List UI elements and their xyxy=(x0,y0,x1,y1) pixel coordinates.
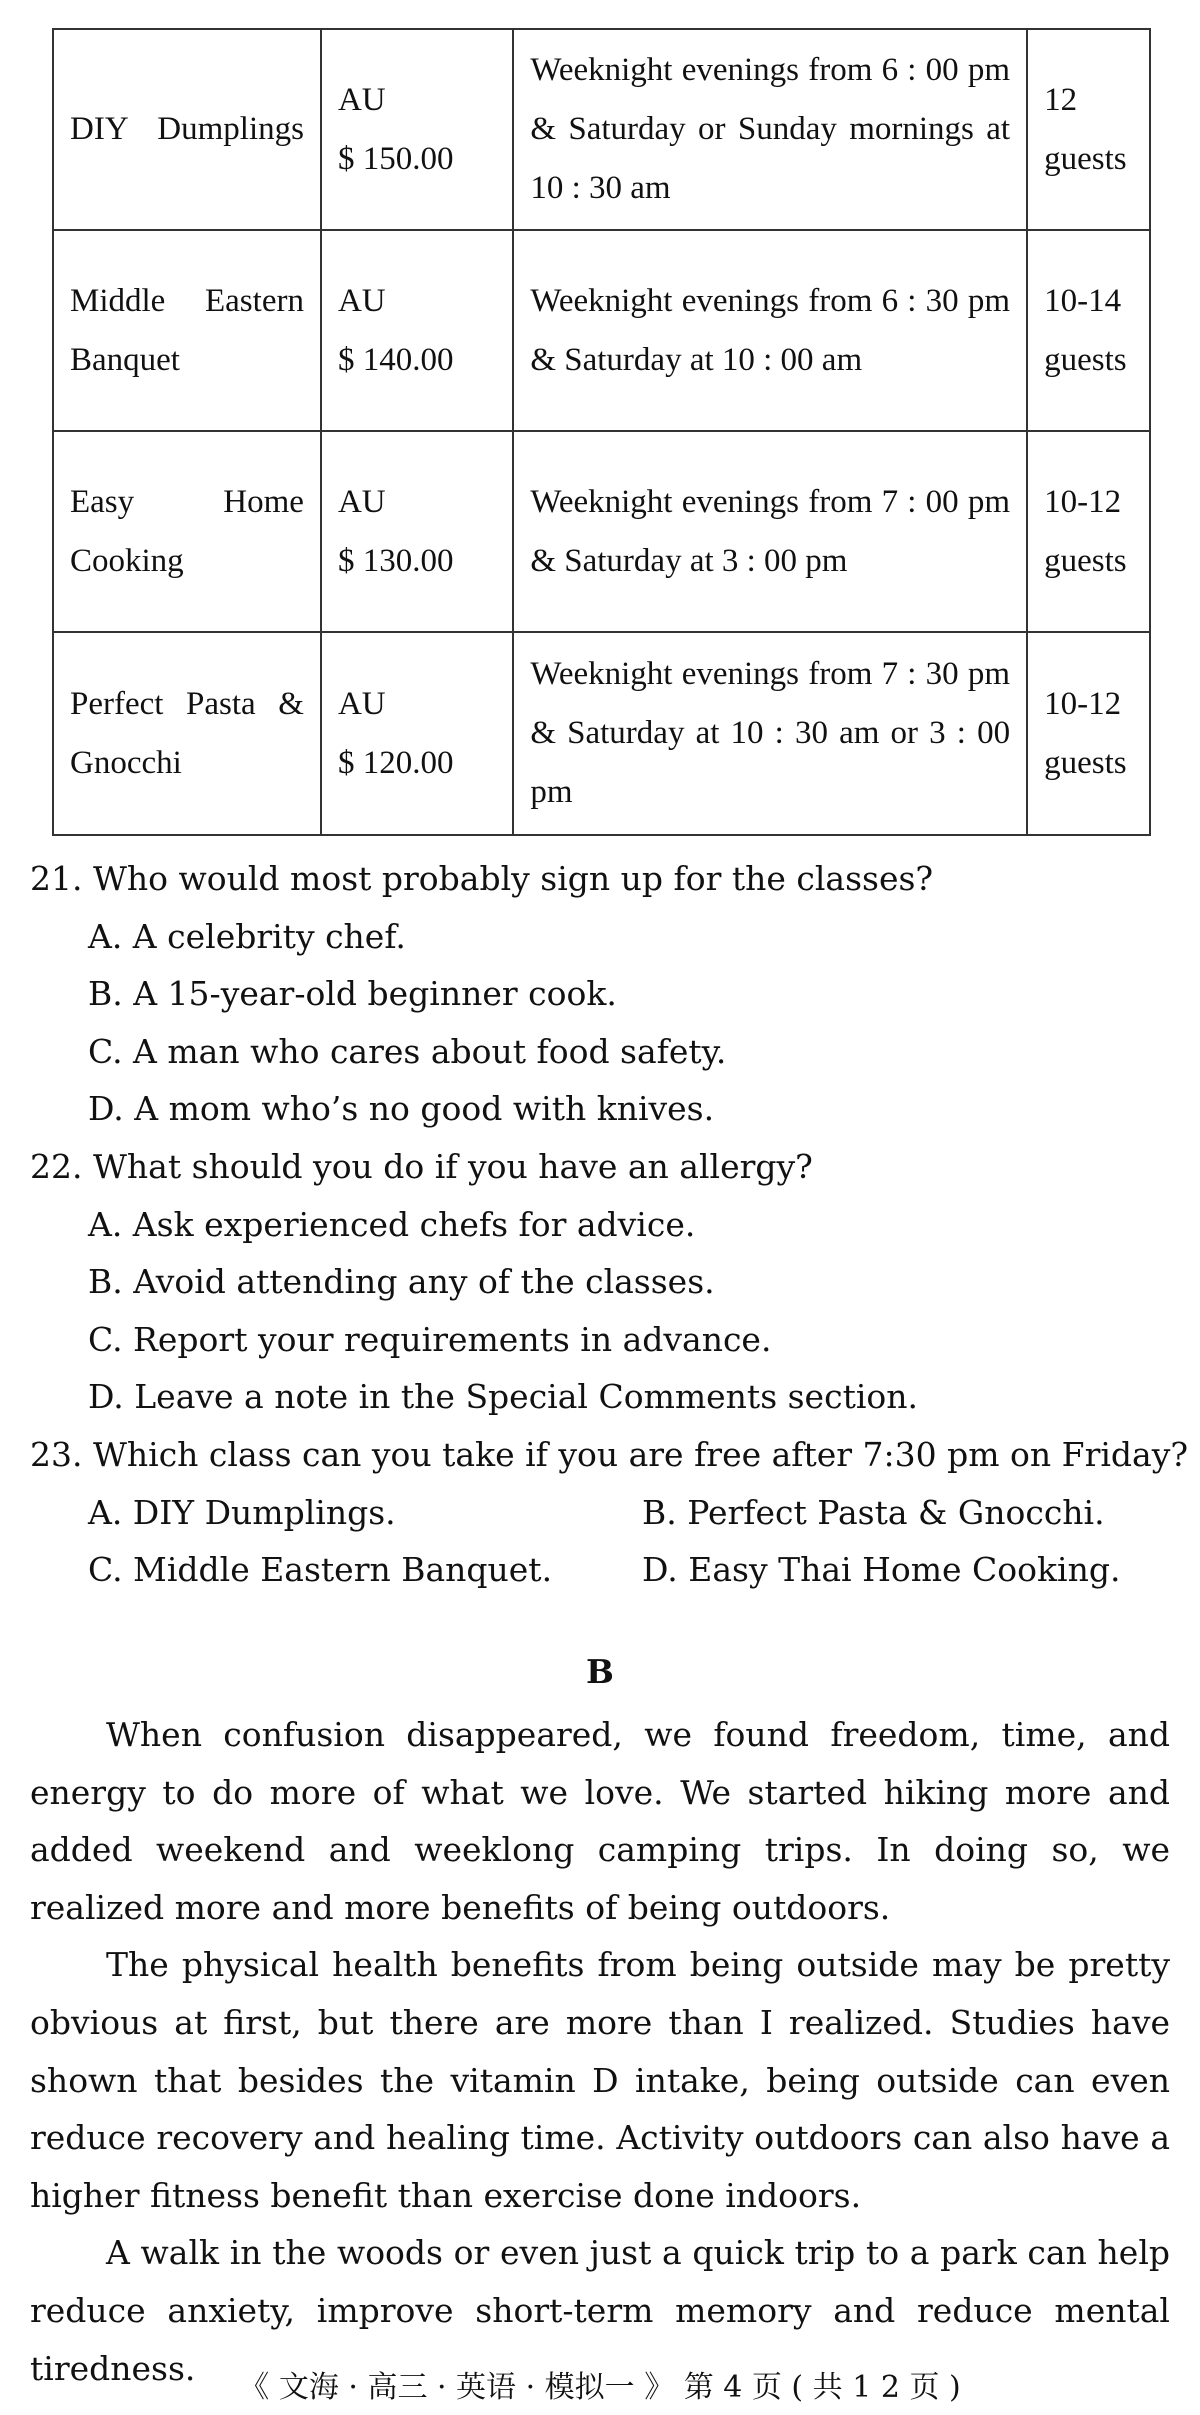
table-row xyxy=(53,431,1150,632)
guests-count: 10-12 xyxy=(1044,483,1122,520)
class-guests-cell xyxy=(1027,431,1150,632)
cooking-class-table xyxy=(52,28,1151,836)
price-value: $ 150.00 xyxy=(337,140,454,177)
questions-section xyxy=(30,850,1189,1599)
guests-count: 10-14 xyxy=(1044,282,1122,319)
price-currency: AU xyxy=(337,81,386,118)
class-price-cell xyxy=(321,431,513,632)
guests-label: guests xyxy=(1044,542,1127,579)
option-b: B. Perfect Pasta & Gnocchi. xyxy=(642,1492,1105,1532)
passage-paragraph: The physical health benefits from being outside may be pretty obvious at first, but there are more than I realized. Studies have shown that besides the vitamin D intake, being outside can even reduce recovery and healing time. Activity outdoors can also have a higher fitness benefit than exercise done indoors. xyxy=(30,1945,1170,2215)
table-row xyxy=(53,632,1150,835)
guests-count: 10-12 xyxy=(1044,685,1122,722)
table-row xyxy=(53,29,1150,230)
price-currency: AU xyxy=(337,282,386,319)
option-a: A. Ask experienced chefs for advice. xyxy=(88,1204,696,1244)
section-heading: B xyxy=(586,1652,614,1691)
class-name-cell: DIY Dumplings xyxy=(53,29,321,230)
question-stem: 23. Which class can you take if you are free after 7:30 pm on Friday? xyxy=(30,1434,1189,1474)
passage-paragraph: A walk in the woods or even just a quick trip to a park can help reduce anxiety, improve short-term memory and reduce mental tiredness. xyxy=(30,2233,1170,2388)
price-currency: AU xyxy=(337,685,386,722)
class-name-cell: Perfect Pasta & Gnocchi xyxy=(53,632,321,835)
option-a: A. DIY Dumplings. xyxy=(88,1492,396,1532)
option-a: A. A celebrity chef. xyxy=(88,916,406,956)
class-guests-cell xyxy=(1027,632,1150,835)
class-price-cell xyxy=(321,632,513,835)
guests-label: guests xyxy=(1044,341,1127,378)
question-21 xyxy=(30,850,1170,1138)
option-c: C. Report your requirements in advance. xyxy=(88,1319,772,1359)
question-23 xyxy=(30,1426,1189,1599)
question-stem: 22. What should you do if you have an allergy? xyxy=(30,1146,813,1186)
class-time-cell: Weeknight evenings from 7 : 30 pm & Saturday at 10 : 30 am or 3 : 00 pm xyxy=(513,632,1027,835)
guests-label: guests xyxy=(1044,744,1127,781)
option-c: C. Middle Eastern Banquet. xyxy=(88,1550,553,1590)
class-time-cell: Weeknight evenings from 7 : 00 pm & Saturday at 3 : 00 pm xyxy=(513,431,1027,632)
class-price-cell xyxy=(321,29,513,230)
passage-paragraph: When confusion disappeared, we found freedom, time, and energy to do more of what we love. We started hiking more and added weekend and weeklong camping trips. In doing so, we realized more and more benefits of being outdoors. xyxy=(30,1715,1170,1927)
option-row xyxy=(30,1541,1170,1599)
price-value: $ 130.00 xyxy=(337,542,454,579)
price-value: $ 120.00 xyxy=(337,744,454,781)
price-currency: AU xyxy=(337,483,386,520)
class-name-cell: Easy Home Cooking xyxy=(53,431,321,632)
class-guests-cell xyxy=(1027,230,1150,431)
question-22 xyxy=(30,1138,1170,1426)
class-guests-cell xyxy=(1027,29,1150,230)
option-b: B. A 15-year-old beginner cook. xyxy=(88,974,617,1014)
class-name-cell: Middle Eastern Banquet xyxy=(53,230,321,431)
class-price-cell xyxy=(321,230,513,431)
option-c: C. A man who cares about food safety. xyxy=(88,1031,727,1071)
option-d: D. Easy Thai Home Cooking. xyxy=(642,1550,1121,1590)
reading-passage xyxy=(30,1706,1170,2397)
class-time-cell: Weeknight evenings from 6 : 30 pm & Saturday at 10 : 00 am xyxy=(513,230,1027,431)
class-time-cell: Weeknight evenings from 6 : 00 pm & Saturday or Sunday mornings at 10 : 30 am xyxy=(513,29,1027,230)
option-d: D. A mom who’s no good with knives. xyxy=(88,1089,715,1129)
guests-label: guests xyxy=(1044,140,1127,177)
table-row xyxy=(53,230,1150,431)
price-value: $ 140.00 xyxy=(337,341,454,378)
option-b: B. Avoid attending any of the classes. xyxy=(88,1262,715,1302)
option-row xyxy=(30,1484,1170,1542)
question-stem: 21. Who would most probably sign up for the classes? xyxy=(30,859,934,898)
guests-count: 12 xyxy=(1044,81,1078,118)
page-footer: 《 文海 · 高三 · 英语 · 模拟一 》 第 4 页 ( 共 1 2 页 ) xyxy=(239,2370,961,2405)
option-d: D. Leave a note in the Special Comments section. xyxy=(88,1377,918,1417)
